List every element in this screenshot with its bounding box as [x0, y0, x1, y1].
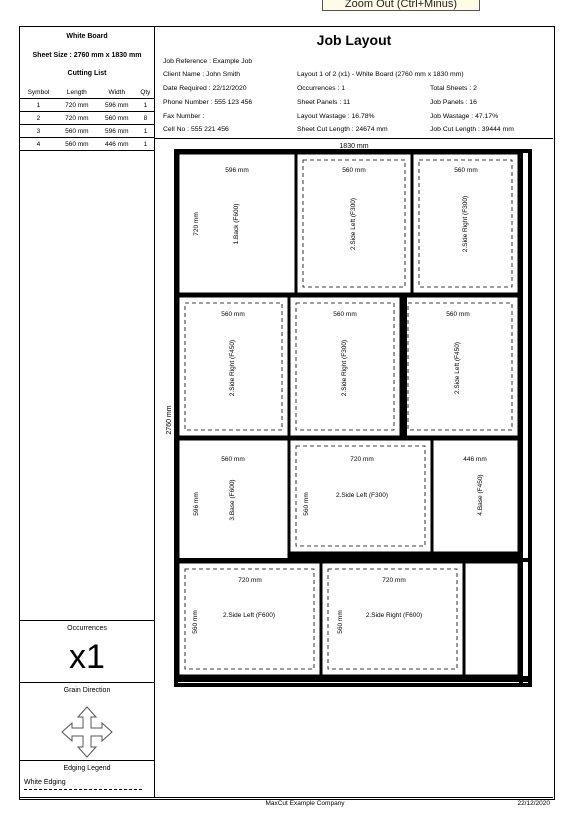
cell-length: 720 mm — [57, 99, 97, 112]
cell-length: 560 mm — [57, 125, 97, 138]
client-name: Client Name : John Smith — [163, 71, 241, 78]
cell-number: Cell No : 555 221 456 — [163, 126, 229, 133]
svg-text:2.Side Right (F600): 2.Side Right (F600) — [365, 612, 423, 619]
svg-text:2.Side Right (F450): 2.Side Right (F450) — [229, 339, 236, 397]
svg-text:720 mm: 720 mm — [193, 212, 200, 236]
cell-qty: 8 — [137, 112, 154, 125]
svg-text:560 mm: 560 mm — [454, 167, 478, 174]
zoom-out-tooltip: Zoom Out (Ctrl+Minus) — [322, 0, 480, 11]
footer-divider — [20, 797, 553, 798]
svg-text:2.Side Right (F300): 2.Side Right (F300) — [341, 339, 348, 397]
svg-text:3.Base (F600): 3.Base (F600) — [229, 479, 236, 521]
job-panels: Job Panels : 16 — [430, 99, 477, 106]
cell-width: 446 mm — [97, 138, 137, 151]
date-required: Date Required : 22/12/2020 — [163, 85, 247, 92]
cutting-list-header — [20, 86, 154, 99]
table-row — [20, 138, 154, 151]
panel-side-right-f300 — [412, 153, 519, 294]
footer-date: 22/12/2020 — [517, 800, 550, 807]
total-sheets: Total Sheets : 2 — [430, 85, 477, 92]
cutting-list-title: Cutting List — [67, 70, 107, 77]
sheet-height-label: 2760 mm — [166, 405, 173, 435]
phone-number: Phone Number : 555 123 456 — [163, 99, 253, 106]
svg-text:2.Side Left (F600): 2.Side Left (F600) — [222, 612, 276, 619]
sheet-cut-length: Sheet Cut Length : 24674 mm — [297, 126, 388, 133]
svg-text:2.Side Left (F450): 2.Side Left (F450) — [454, 341, 461, 395]
panel-side-left-f300 — [296, 153, 412, 294]
job-cut-length: Job Cut Length : 39444 mm — [430, 126, 514, 133]
sheet-panels: Sheet Panels : 11 — [297, 99, 351, 106]
cell-symbol: 2 — [20, 112, 57, 125]
sheet-layout — [162, 138, 537, 690]
cell-symbol: 4 — [20, 138, 57, 151]
job-reference: Job Reference : Example Job — [163, 58, 253, 65]
edging-line-sample — [24, 789, 142, 790]
job-wastage: Job Wastage : 47.17% — [430, 113, 499, 120]
col-length: Length — [66, 88, 87, 96]
panel-side-left-f600 — [178, 562, 321, 676]
layout-description: Layout 1 of 2 (x1) - White Board (2760 mm x 1830 mm) — [297, 71, 464, 78]
cell-width: 596 mm — [97, 99, 137, 112]
divider — [20, 682, 154, 683]
svg-text:560 mm: 560 mm — [192, 610, 199, 634]
svg-text:560 mm: 560 mm — [221, 456, 245, 463]
company-name: MaxCut Example Company — [265, 800, 345, 807]
edging-legend-label: Edging Legend — [63, 765, 111, 772]
cutting-list-table — [20, 86, 154, 151]
cell-qty: 1 — [137, 99, 154, 112]
page-title: Job Layout — [316, 32, 392, 48]
cut-line — [289, 552, 432, 558]
cut-line — [176, 676, 530, 682]
cell-length: 560 mm — [57, 138, 97, 151]
col-width: Width — [108, 88, 126, 96]
cell-symbol: 1 — [20, 99, 57, 112]
cut-line — [401, 294, 407, 439]
svg-text:560 mm: 560 mm — [337, 610, 344, 634]
svg-text:596 mm: 596 mm — [225, 167, 249, 174]
svg-text:2.Side Left (F300): 2.Side Left (F300) — [335, 492, 389, 499]
panel-side-right-f600 — [321, 562, 464, 676]
svg-text:596 mm: 596 mm — [193, 492, 200, 516]
svg-text:2.Side Left (F300): 2.Side Left (F300) — [350, 197, 357, 251]
occurrences-value: x1 — [69, 638, 105, 676]
cell-length: 720 mm — [57, 112, 97, 125]
sheet-size: Sheet Size : 2760 mm x 1830 mm — [32, 52, 142, 59]
edging-item-white: White Edging — [24, 779, 66, 786]
offcut-area — [464, 562, 519, 676]
divider — [20, 760, 154, 761]
svg-text:560 mm: 560 mm — [333, 311, 357, 318]
table-row — [20, 125, 154, 138]
panel-base-f450 — [432, 439, 519, 553]
col-qty: Qty — [140, 88, 151, 96]
cut-line — [432, 552, 523, 558]
svg-text:1.Back (F600): 1.Back (F600) — [233, 203, 240, 245]
grain-direction-icon — [60, 705, 114, 759]
svg-text:4.Base (F450): 4.Base (F450) — [477, 474, 484, 516]
cell-qty: 1 — [137, 125, 154, 138]
cell-symbol: 3 — [20, 125, 57, 138]
panel-side-right-f300-b — [289, 296, 401, 437]
panel-base-f600 — [178, 439, 289, 560]
svg-text:560 mm: 560 mm — [221, 311, 245, 318]
cell-qty: 1 — [137, 138, 154, 151]
layout-wastage: Layout Wastage : 16.78% — [297, 113, 375, 120]
svg-text:720 mm: 720 mm — [238, 577, 262, 584]
svg-text:446 mm: 446 mm — [463, 456, 487, 463]
table-row — [20, 112, 154, 125]
material-name: White Board — [66, 33, 108, 40]
svg-text:560 mm: 560 mm — [342, 167, 366, 174]
col-symbol: Symbol — [27, 88, 50, 96]
panel-side-right-f450 — [178, 296, 289, 437]
occurrences-label: Occurrences — [67, 625, 107, 632]
grain-direction-label: Grain Direction — [63, 687, 111, 694]
table-row — [20, 99, 154, 112]
panel-back-f600 — [178, 153, 296, 294]
occurrences-info: Occurrences : 1 — [297, 85, 345, 92]
cut-line — [176, 558, 530, 562]
svg-text:2.Side Right (F300): 2.Side Right (F300) — [462, 195, 469, 253]
divider — [20, 620, 154, 621]
svg-text:720 mm: 720 mm — [382, 577, 406, 584]
cell-width: 560 mm — [97, 112, 137, 125]
svg-text:560 mm: 560 mm — [446, 311, 470, 318]
fax-number: Fax Number : — [163, 113, 205, 120]
panel-side-left-f450 — [401, 296, 519, 437]
svg-text:720 mm: 720 mm — [350, 456, 374, 463]
cell-width: 596 mm — [97, 125, 137, 138]
svg-text:560 mm: 560 mm — [303, 492, 310, 516]
sidebar-divider — [154, 27, 155, 798]
sheet-width-label: 1830 mm — [339, 143, 369, 150]
panel-side-left-f300-b — [289, 439, 432, 553]
